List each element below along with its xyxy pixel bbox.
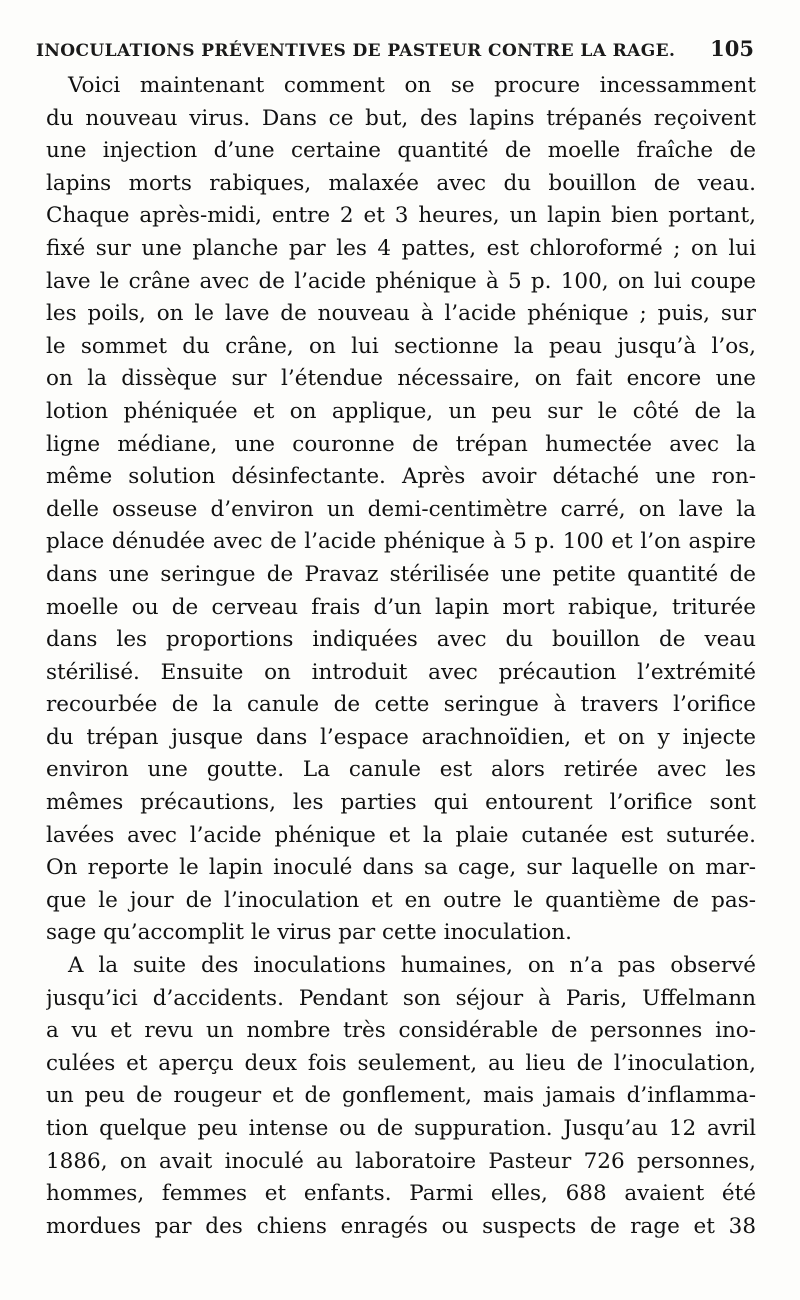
page-number: 105 [710, 36, 754, 61]
text-line: a vu et revu un nombre très considérable de personnes ino- [46, 1018, 756, 1044]
text-line: mêmes précautions, les parties qui entourent l’orifice sont [46, 790, 756, 816]
text-line: stérilisé. Ensuite on introduit avec précaution l’extrémité [46, 659, 756, 685]
text-line: du trépan jusque dans l’espace arachnoïdien, et on y injecte [46, 724, 756, 750]
text-line: place dénudée avec de l’acide phénique à 5 p. 100 et l’on aspire [46, 529, 756, 555]
text-line: A la suite des inoculations humaines, on n’a pas observé [68, 953, 756, 979]
text-line: lotion phéniquée et on applique, un peu sur le côté de la [46, 398, 756, 424]
text-line: le sommet du crâne, on lui sectionne la peau jusqu’à l’os, [46, 333, 756, 359]
text-line: hommes, femmes et enfants. Parmi elles, 688 avaient été [46, 1181, 756, 1207]
text-line: dans les proportions indiquées avec du bouillon de veau [46, 627, 756, 653]
text-line: dans une seringue de Pravaz stérilisée une petite quantité de [46, 561, 756, 587]
text-line: tion quelque peu intense ou de suppuration. Jusqu’au 12 avril [46, 1116, 756, 1141]
text-line: Voici maintenant comment on se procure incessamment [68, 73, 756, 98]
body-text [46, 70, 756, 1243]
text-line: On reporte le lapin inoculé dans sa cage, sur laquelle on mar- [46, 855, 756, 881]
text-line: lapins morts rabiques, malaxée avec du bouillon de veau. [46, 170, 756, 196]
text-line: culées et aperçu deux fois seulement, au lieu de l’inoculation, [46, 1050, 756, 1076]
text-line: delle osseuse d’environ un demi-centimètre carré, on lave la [46, 496, 756, 522]
text-line: lavées avec l’acide phénique et la plaie cutanée est suturée. [46, 822, 756, 848]
text-line: même solution désinfectante. Après avoir détaché une ron- [46, 464, 756, 490]
text-line: 1886, on avait inoculé au laboratoire Pasteur 726 personnes, [46, 1148, 756, 1174]
running-header [36, 36, 754, 62]
text-line: un peu de rougeur et de gonflement, mais jamais d’inflamma- [46, 1083, 756, 1109]
text-line: fixé sur une planche par les 4 pattes, est chloroformé ; on lui [46, 235, 756, 261]
text-line: ligne médiane, une couronne de trépan humectée avec la [46, 431, 756, 457]
text-line: une injection d’une certaine quantité de moelle fraîche de [46, 138, 756, 164]
text-line: environ une goutte. La canule est alors retirée avec les [46, 757, 756, 783]
text-line: sage qu’accomplit le virus par cette inoculation. [46, 920, 572, 946]
text-line: recourbée de la canule de cette seringue à travers l’orifice [46, 692, 756, 718]
text-line: que le jour de l’inoculation et en outre le quantième de pas- [46, 887, 756, 913]
text-line: Chaque après-midi, entre 2 et 3 heures, un lapin bien portant, [46, 203, 756, 229]
text-line: les poils, on le lave de nouveau à l’acide phénique ; puis, sur [46, 301, 756, 327]
text-line: moelle ou de cerveau frais d’un lapin mort rabique, triturée [46, 594, 756, 620]
text-line: jusqu’ici d’accidents. Pendant son séjour à Paris, Uffelmann [46, 985, 756, 1011]
text-line: mordues par des chiens enragés ou suspects de rage et 38 [46, 1213, 756, 1239]
text-line: lave le crâne avec de l’acide phénique à 5 p. 100, on lui coupe [46, 268, 756, 294]
text-line: on la dissèque sur l’étendue nécessaire, on fait encore une [46, 366, 756, 392]
text-line: du nouveau virus. Dans ce but, des lapins trépanés reçoivent [46, 105, 756, 131]
running-title: INOCULATIONS PRÉVENTIVES DE PASTEUR CONTRE LA RAGE. [36, 41, 676, 61]
